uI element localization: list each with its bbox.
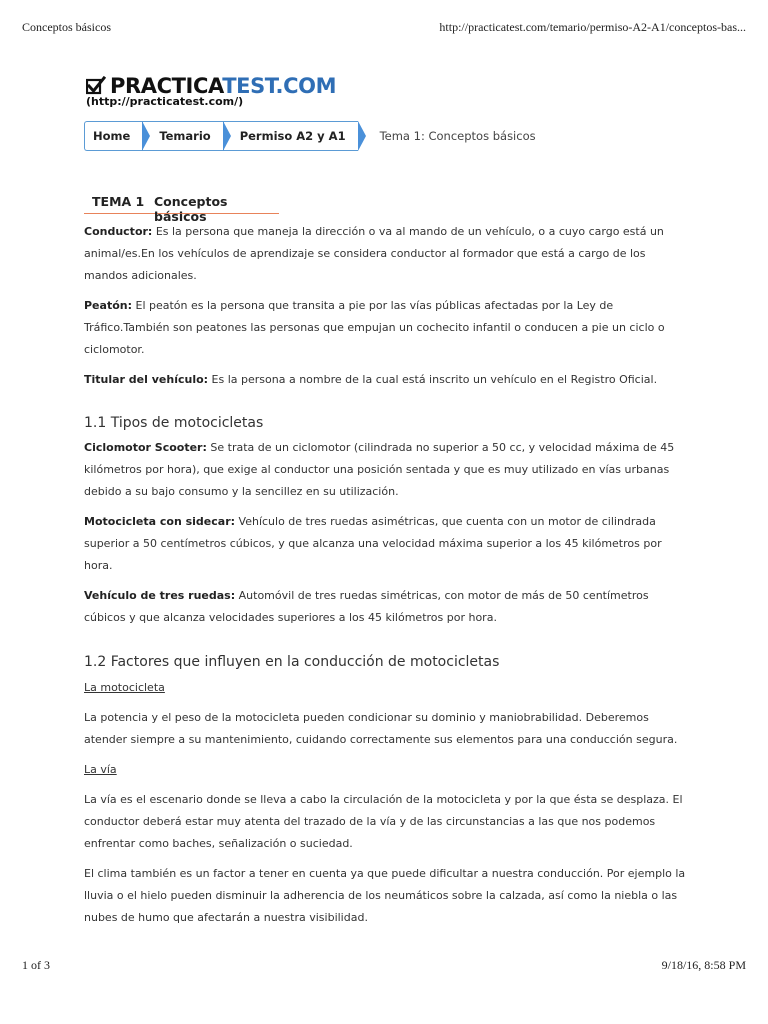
type-term: Vehículo de tres ruedas:	[84, 589, 236, 602]
tema-title: Conceptos básicos	[154, 194, 228, 224]
definition-term: Titular del vehículo:	[84, 373, 209, 386]
print-footer	[22, 958, 746, 974]
paragraph-motocicleta: La potencia y el peso de la motocicleta pueden condicionar su dominio y maniobrabilidad. Deberemos atender siempre a su mantenimiento, cuidando correctamente sus elementos para una conducción segura.	[84, 711, 678, 746]
breadcrumb-temario-label: Temario	[159, 129, 211, 143]
logo-text-test: TEST.COM	[222, 74, 337, 98]
definition-term: Peatón:	[84, 299, 132, 312]
type-text: Se trata de un ciclomotor (cilindrada no superior a 50 cc, y velocidad máxima de 45 kilómetros por hora), que exige al conductor una posición sentada y que es muy utilizado en vías urbanas debido a su bajo consumo y la sencillez en su utilización.	[84, 441, 675, 498]
motorcycle-type-scooter	[84, 437, 688, 503]
breadcrumb-temario[interactable]	[142, 121, 222, 151]
section-heading-factores: 1.2 Factores que influyen en la conducción de motocicletas	[84, 654, 500, 670]
breadcrumb-arrow-icon	[358, 121, 366, 151]
definition-peaton	[84, 295, 688, 361]
logo-text-practica: PRACTICA	[110, 74, 223, 98]
paragraph-clima: El clima también es un factor a tener en cuenta ya que puede dificultar a nuestra conducción. Por ejemplo la lluvia o el hielo pueden disminuir la adherencia de los neumáticos sobre la calzada, así como la niebla o las nubes de humo que afectarán a nuestra visibilidad.	[84, 867, 686, 924]
definition-text: Es la persona que maneja la dirección o va al mando de un vehículo, o a cuyo cargo está un animal/es.En los vehículos de aprendizaje se considera conductor al formador que está a cargo de los mandos adicionales.	[84, 225, 664, 282]
type-text: Vehículo de tres ruedas asimétricas, que cuenta con un motor de cilindrada superior a 50 centímetros cúbicos, y que alcanza una velocidad máxima superior a los 45 kilómetros por hora.	[84, 515, 662, 572]
type-term: Ciclomotor Scooter:	[84, 441, 207, 454]
breadcrumb-home[interactable]	[84, 121, 142, 151]
article-content	[84, 221, 688, 929]
breadcrumb	[84, 121, 536, 151]
print-header-url: http://practicatest.com/temario/permiso-A2-A1/conceptos-bas...	[439, 20, 746, 34]
breadcrumb-home-label: Home	[93, 129, 131, 143]
breadcrumb-current: Tema 1: Conceptos básicos	[379, 129, 536, 143]
subheading-via: La vía	[84, 763, 117, 776]
definition-text: El peatón es la persona que transita a pie por las vías públicas afectadas por la Ley de Tráfico.También son peatones las personas que empujan un cochecito infantil o conducen a pie un ciclo o ciclomotor.	[84, 299, 665, 356]
breadcrumb-arrow-icon	[142, 121, 150, 151]
print-datetime: 9/18/16, 8:58 PM	[661, 958, 746, 972]
subheading-motocicleta: La motocicleta	[84, 681, 165, 694]
print-header	[22, 20, 746, 36]
definition-text: Es la persona a nombre de la cual está inscrito un vehículo en el Registro Oficial.	[208, 373, 658, 386]
motorcycle-type-sidecar	[84, 511, 688, 577]
breadcrumb-permiso[interactable]	[223, 121, 358, 151]
page-count: 1 of 3	[22, 958, 50, 972]
section-heading-tipos: 1.1 Tipos de motocicletas	[84, 415, 264, 431]
motorcycle-type-tres-ruedas	[84, 585, 688, 629]
type-text: Automóvil de tres ruedas simétricas, con motor de más de 50 centímetros cúbicos y que alcanza velocidades superiores a los 45 kilómetros por hora.	[84, 589, 649, 624]
definition-term: Conductor:	[84, 225, 153, 238]
definition-conductor	[84, 221, 688, 287]
paragraph-via: La vía es el escenario donde se lleva a cabo la circulación de la motocicleta y por la que ésta se desplaza. El conductor deberá estar muy atenta del trazado de la vía y de las circunstancias a las que nos podemos enfrentar como baches, señalización o suciedad.	[84, 793, 683, 850]
type-term: Motocicleta con sidecar:	[84, 515, 236, 528]
breadcrumb-permiso-label: Permiso A2 y A1	[239, 129, 346, 143]
tema-heading	[84, 191, 279, 224]
tema-number: TEMA 1	[92, 194, 145, 209]
print-header-title: Conceptos básicos	[22, 20, 111, 34]
checkbox-check-icon	[86, 76, 106, 96]
definition-titular	[84, 369, 688, 391]
logo-url-link[interactable]: (http://practicatest.com/)	[86, 95, 244, 108]
breadcrumb-arrow-icon	[223, 121, 231, 151]
